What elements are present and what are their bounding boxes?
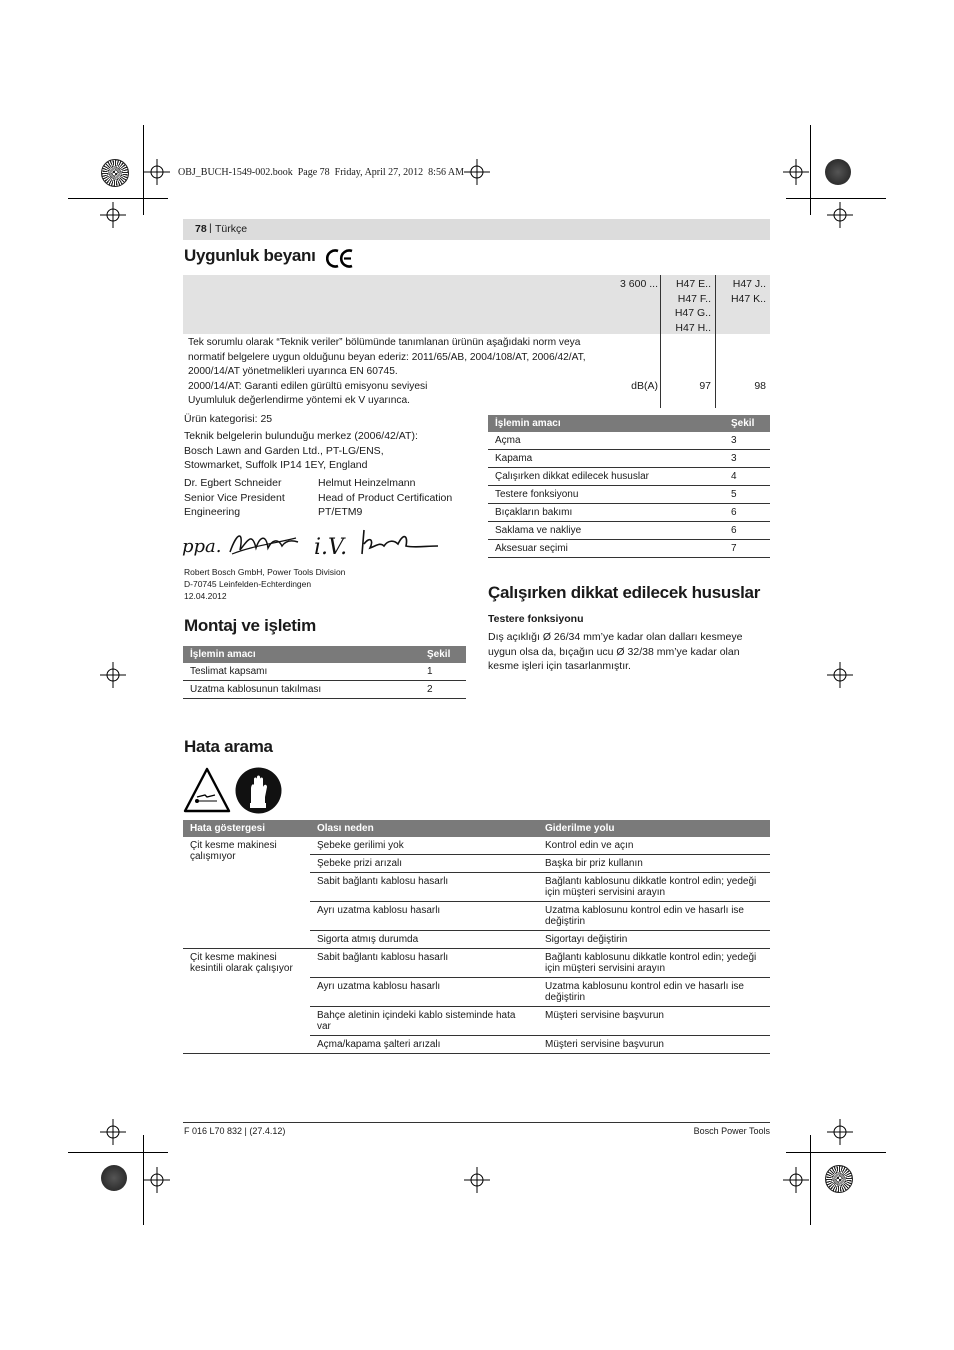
page-language: Türkçe bbox=[215, 223, 248, 235]
table-row: Şebeke prizi arızalı Başka bir priz kullanın bbox=[183, 855, 770, 873]
troubleshooting-header-cause: Olası neden bbox=[310, 820, 538, 837]
table-row: Çalışırken dikkat edilecek hususlar 4 bbox=[488, 468, 770, 486]
operations-table bbox=[488, 415, 770, 558]
ce-mark-icon bbox=[326, 249, 354, 268]
table-row: Uzatma kablosunun takılması 2 bbox=[183, 681, 466, 699]
warning-triangle-icon bbox=[183, 767, 231, 813]
operations-header-operation: İşlemin amacı bbox=[488, 415, 724, 432]
signature-prefix-1: ppa. bbox=[182, 536, 222, 557]
table-row: Testere fonksiyonu 5 bbox=[488, 486, 770, 504]
table-row: Bıçakların bakımı 6 bbox=[488, 504, 770, 522]
table-row: Çit kesme makinesi çalışmıyor Şebeke gerilimi yok Kontrol edin ve açın bbox=[183, 837, 770, 855]
table-row: Açma 3 bbox=[488, 432, 770, 450]
assembly-header-operation: İşlemin amacı bbox=[183, 646, 420, 663]
table-row: Aksesuar seçimi 7 bbox=[488, 540, 770, 558]
company-info: Robert Bosch GmbH, Power Tools Division D-70745 Leinfelden-Echterdingen 12.04.2012 bbox=[184, 567, 346, 601]
signature-2-image bbox=[314, 522, 444, 562]
subsection-title-saw: Testere fonksiyonu bbox=[488, 613, 584, 625]
troubleshooting-header-remedy: Giderilme yolu bbox=[538, 820, 770, 837]
gloves-icon bbox=[235, 767, 282, 814]
conformity-col-b-header: H47 J.. H47 K.. bbox=[730, 278, 766, 305]
conformity-unit: dB(A) bbox=[631, 380, 658, 392]
section-title-assembly: Montaj ve işletim bbox=[184, 616, 316, 635]
operations-header-figure: Şekil bbox=[724, 415, 770, 432]
print-header: OBJ_BUCH-1549-002.book Page 78 Friday, April 27, 2012 8:56 AM bbox=[178, 167, 465, 178]
symptom-cell: Çit kesme makinesi çalışmıyor bbox=[183, 837, 310, 949]
technical-documentation: Teknik belgelerin bulunduğu merkez (2006/42/AT): Bosch Lawn and Garden Ltd., PT-LG/ENS, Stowmarket, Suffolk IP14 1EY, England bbox=[184, 430, 418, 471]
signer-2: Helmut Heinzelmann Head of Product Certification PT/ETM9 bbox=[318, 477, 453, 518]
footer-right: Bosch Power Tools bbox=[693, 1126, 770, 1136]
table-row: Saklama ve nakliye 6 bbox=[488, 522, 770, 540]
table-row: Sigorta atmış durumda Sigortayı değiştirin bbox=[183, 931, 770, 949]
working-text: Dış açıklığı Ø 26/34 mm’ye kadar olan dalları kesmeye uygun olsa da, bıçağın ucu Ø 32/38 mm’ye kadar olan kesme işleri için tasarlanmıştır. bbox=[488, 631, 743, 672]
table-row: Bahçe aletinin içindeki kablo sisteminde hata var Müşteri servisine başvurun bbox=[183, 1007, 770, 1036]
footer-left: F 016 L70 832 | (27.4.12) bbox=[184, 1126, 286, 1136]
conformity-table bbox=[183, 275, 770, 408]
assembly-header-figure: Şekil bbox=[420, 646, 466, 663]
page-number: 78 bbox=[195, 223, 207, 235]
signature-prefix-2: i.V. bbox=[314, 535, 348, 560]
table-row: Çit kesme makinesi kesintili olarak çalışıyor Sabit bağlantı kablosu hasarlı Bağlantı kablosunu dikkatle kontrol edin; yedeği için müşteri servisini arayın bbox=[183, 949, 770, 978]
header-separator: | bbox=[209, 222, 212, 234]
product-category: Ürün kategorisi: 25 bbox=[184, 413, 273, 425]
troubleshooting-table bbox=[183, 820, 770, 1054]
conformity-statement: Tek sorumlu olarak “Teknik veriler” bölümünde tanımlanan ürünün aşağıdaki norm veya normatif belgelere uygun olduğunu beyan ederiz: 2011/65/AB, 2004/108/AT, 2006/42/AT, 2000/14/AT yönetmelikleri uyarınca EN 60745. 2000/14/AT: Garanti edilen gürültü emisyonu seviyesi Uyumluluk değerlendirme yöntemi ek V uyarınca. bbox=[188, 337, 586, 406]
table-row: Ayrı uzatma kablosu hasarlı Uzatma kablosunu kontrol edin ve hasarlı ise değiştirin bbox=[183, 902, 770, 931]
section-title-working: Çalışırken dikkat edilecek hususlar bbox=[488, 583, 761, 602]
table-row: Açma/kapama şalteri arızalı Müşteri servisine başvurun bbox=[183, 1036, 770, 1054]
footer-rule bbox=[183, 1122, 770, 1123]
table-row: Sabit bağlantı kablosu hasarlı Bağlantı kablosunu dikkatle kontrol edin; yedeği için müşteri servisini arayın bbox=[183, 873, 770, 902]
assembly-table bbox=[183, 646, 466, 699]
signature-1-image bbox=[182, 522, 302, 562]
conformity-col-a-header: H47 E.. H47 F.. H47 G.. H47 H.. bbox=[674, 278, 711, 334]
conformity-value-a: 97 bbox=[699, 380, 711, 392]
page-header-bar bbox=[183, 219, 770, 240]
table-row: Teslimat kapsamı 1 bbox=[183, 663, 466, 681]
troubleshooting-header-symptom: Hata göstergesi bbox=[183, 820, 310, 837]
table-row: Kapama 3 bbox=[488, 450, 770, 468]
table-row: Ayrı uzatma kablosu hasarlı Uzatma kablosunu kontrol edin ve hasarlı ise değiştirin bbox=[183, 978, 770, 1007]
section-title-troubleshooting: Hata arama bbox=[184, 737, 273, 756]
section-title-conformity: Uygunluk beyanı bbox=[184, 246, 316, 265]
conformity-model-header: 3 600 ... bbox=[620, 278, 658, 290]
conformity-value-b: 98 bbox=[754, 380, 766, 392]
signer-1: Dr. Egbert Schneider Senior Vice President Engineering bbox=[184, 477, 285, 518]
symptom-cell: Çit kesme makinesi kesintili olarak çalışıyor bbox=[183, 949, 310, 1054]
